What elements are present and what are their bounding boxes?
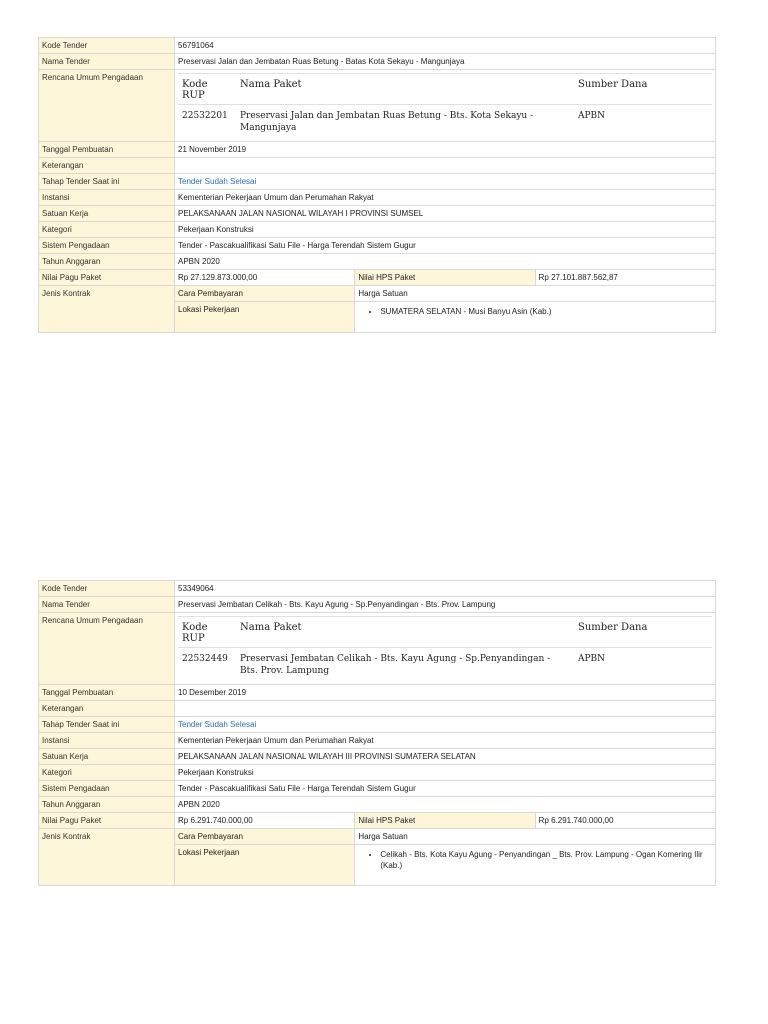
rup-cell (175, 70, 716, 142)
rup-header-kode: Kode RUP (178, 74, 236, 105)
label-rup: Rencana Umum Pengadaan (39, 70, 175, 142)
label-kategori: Kategori (39, 222, 175, 238)
label-cara-pembayaran: Cara Pembayaran (175, 829, 355, 845)
value-instansi: Kementerian Pekerjaan Umum dan Perumahan Rakyat (175, 733, 716, 749)
label-kode-tender: Kode Tender (39, 581, 175, 597)
lokasi-cell (355, 302, 716, 333)
label-lokasi: Lokasi Pekerjaan (175, 845, 355, 886)
label-tanggal: Tanggal Pembuatan (39, 142, 175, 158)
label-lokasi: Lokasi Pekerjaan (175, 302, 355, 333)
value-tanggal: 21 November 2019 (175, 142, 716, 158)
label-rup: Rencana Umum Pengadaan (39, 613, 175, 685)
value-tahun: APBN 2020 (175, 254, 716, 270)
label-nama-tender: Nama Tender (39, 54, 175, 70)
lokasi-item: • SUMATERA SELATAN - Musi Banyu Asin (Kab.) (380, 306, 712, 317)
label-tahap: Tahap Tender Saat ini (39, 174, 175, 190)
lokasi-cell (355, 845, 716, 886)
value-satuan-kerja: PELAKSANAAN JALAN NASIONAL WILAYAH III PROVINSI SUMATERA SELATAN (175, 749, 716, 765)
value-sistem: Tender - Pascakualifikasi Satu File - Harga Terendah Sistem Gugur (175, 781, 716, 797)
tahap-link[interactable]: Tender Sudah Selesai (178, 177, 257, 186)
label-kode-tender: Kode Tender (39, 38, 175, 54)
rup-cell (175, 613, 716, 685)
value-kode-tender: 56791064 (175, 38, 716, 54)
value-cara-pembayaran: Harga Satuan (355, 829, 716, 845)
tahap-link[interactable]: Tender Sudah Selesai (178, 720, 257, 729)
value-pagu: Rp 6.291.740.000,00 (175, 813, 355, 829)
label-hps: Nilai HPS Paket (355, 270, 535, 286)
label-hps: Nilai HPS Paket (355, 813, 535, 829)
lokasi-item: • Celikah - Bts. Kota Kayu Agung - Penyandingan _ Bts. Prov. Lampung - Ogan Komering Ilir (Kab.) (380, 849, 712, 871)
value-nama-tender: Preservasi Jembatan Celikah - Bts. Kayu Agung - Sp.Penyandingan - Bts. Prov. Lampung (175, 597, 716, 613)
label-jenis-kontrak: Jenis Kontrak (39, 829, 175, 886)
value-hps: Rp 27.101.887.562,87 (535, 270, 715, 286)
label-satuan-kerja: Satuan Kerja (39, 749, 175, 765)
rup-nama: Preservasi Jalan dan Jembatan Ruas Betung - Bts. Kota Sekayu - Mangunjaya (240, 111, 534, 133)
rup-header-sumber: Sumber Dana (574, 617, 712, 648)
label-tahun: Tahun Anggaran (39, 254, 175, 270)
value-kategori: Pekerjaan Konstruksi (175, 765, 716, 781)
label-pagu: Nilai Pagu Paket (39, 270, 175, 286)
rup-kode: 22532449 (182, 654, 228, 664)
tender-table-1 (38, 37, 716, 333)
value-tahun: APBN 2020 (175, 797, 716, 813)
value-hps: Rp 6.291.740.000,00 (535, 813, 715, 829)
value-nama-tender: Preservasi Jalan dan Jembatan Ruas Betung - Batas Kota Sekayu - Mangunjaya (175, 54, 716, 70)
label-kategori: Kategori (39, 765, 175, 781)
label-nama-tender: Nama Tender (39, 597, 175, 613)
value-keterangan (175, 158, 716, 174)
label-keterangan: Keterangan (39, 158, 175, 174)
label-tahap: Tahap Tender Saat ini (39, 717, 175, 733)
label-tahun: Tahun Anggaran (39, 797, 175, 813)
label-jenis-kontrak: Jenis Kontrak (39, 286, 175, 333)
label-pagu: Nilai Pagu Paket (39, 813, 175, 829)
value-satuan-kerja: PELAKSANAAN JALAN NASIONAL WILAYAH I PROVINSI SUMSEL (175, 206, 716, 222)
value-kategori: Pekerjaan Konstruksi (175, 222, 716, 238)
rup-table (178, 616, 712, 680)
label-cara-pembayaran: Cara Pembayaran (175, 286, 355, 302)
value-tanggal: 10 Desember 2019 (175, 685, 716, 701)
label-tanggal: Tanggal Pembuatan (39, 685, 175, 701)
rup-kode: 22532201 (182, 111, 228, 121)
value-keterangan (175, 701, 716, 717)
value-instansi: Kementerian Pekerjaan Umum dan Perumahan Rakyat (175, 190, 716, 206)
rup-header-nama: Nama Paket (236, 617, 574, 648)
value-kode-tender: 53349064 (175, 581, 716, 597)
rup-header-sumber: Sumber Dana (574, 74, 712, 105)
label-sistem: Sistem Pengadaan (39, 238, 175, 254)
value-cara-pembayaran: Harga Satuan (355, 286, 716, 302)
value-sistem: Tender - Pascakualifikasi Satu File - Harga Terendah Sistem Gugur (175, 238, 716, 254)
tender-table-2 (38, 580, 716, 886)
label-sistem: Sistem Pengadaan (39, 781, 175, 797)
rup-header-kode: Kode RUP (178, 617, 236, 648)
rup-header-nama: Nama Paket (236, 74, 574, 105)
label-instansi: Instansi (39, 733, 175, 749)
rup-sumber: APBN (578, 111, 606, 121)
rup-sumber: APBN (578, 654, 606, 664)
label-keterangan: Keterangan (39, 701, 175, 717)
rup-nama: Preservasi Jembatan Celikah - Bts. Kayu Agung - Sp.Penyandingan - Bts. Prov. Lampung (240, 654, 551, 676)
label-satuan-kerja: Satuan Kerja (39, 206, 175, 222)
value-pagu: Rp 27.129.873.000,00 (175, 270, 355, 286)
label-instansi: Instansi (39, 190, 175, 206)
rup-table (178, 73, 712, 137)
